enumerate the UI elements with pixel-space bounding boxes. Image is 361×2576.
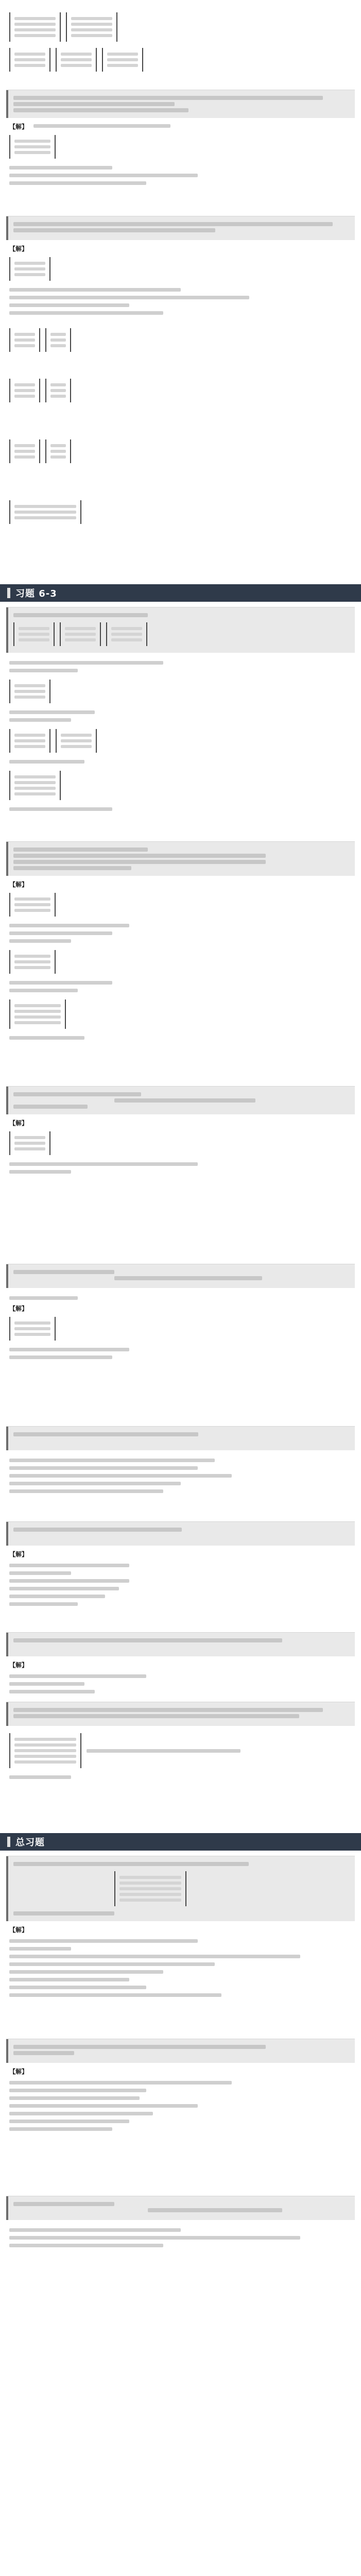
statement-line: [13, 1911, 114, 1916]
matrix-row: [14, 333, 35, 336]
statement-line: [13, 613, 148, 617]
solution-line: [9, 1993, 221, 1997]
matrix-row: [14, 28, 56, 31]
problem-card: [6, 2039, 355, 2189]
solution-line: [9, 174, 198, 177]
matrix-row: [50, 455, 66, 459]
matrix-row: [107, 53, 138, 56]
matrix-row: [14, 1147, 45, 1150]
statement-line: [13, 102, 175, 106]
matrix-row: [14, 1010, 61, 1013]
matrix-row: [14, 734, 45, 737]
solution-line: [9, 1571, 71, 1575]
solution-line: [9, 989, 78, 992]
solution-body: [6, 1546, 355, 1612]
matrix-block: [9, 1733, 81, 1768]
matrix-block: [56, 729, 97, 753]
problem-statement: [6, 2196, 355, 2220]
matrix-row: [61, 64, 92, 67]
matrix-row: [119, 1887, 181, 1890]
matrix-row: [14, 395, 35, 398]
solution-line: [9, 1775, 71, 1779]
solution-line: [9, 939, 71, 943]
matrix-row: [14, 455, 35, 459]
problem-statement: [6, 216, 355, 240]
formula-row: [9, 497, 352, 527]
matrix-block: [9, 950, 56, 974]
solution-line: [9, 1682, 84, 1686]
solution-line: [9, 2236, 300, 2240]
matrix-row: [71, 34, 112, 37]
statement-line: [13, 2202, 114, 2206]
matrix-row: [14, 739, 45, 742]
matrix-row: [61, 734, 92, 737]
matrix-row: [14, 1755, 76, 1758]
matrix-row: [14, 1743, 76, 1747]
statement-line: [13, 108, 188, 112]
document-page: [0, 5, 361, 2576]
matrix-row: [14, 338, 35, 342]
matrix-block: [45, 328, 71, 352]
solution-line: [9, 1587, 119, 1590]
matrix-row: [61, 745, 92, 748]
problem-statement: [6, 1702, 355, 1726]
solution-line: [9, 1355, 112, 1359]
solution-line: [9, 931, 112, 935]
solution-line: [9, 2104, 198, 2108]
formula-row: [9, 1730, 352, 1771]
statement-line: [148, 2208, 282, 2212]
solution-line: [9, 288, 181, 292]
matrix-row: [107, 64, 138, 67]
solution-line: [9, 1489, 163, 1493]
statement-line: [13, 2051, 74, 2055]
solution-body: [6, 876, 355, 1046]
solution-line: [33, 124, 170, 128]
matrix-block: [102, 48, 143, 72]
solution-line: [9, 1564, 129, 1567]
solution-line: [9, 2120, 129, 2123]
solution-line: [9, 669, 78, 672]
banner-bar: [7, 588, 10, 598]
solution-body: [6, 1450, 355, 1499]
matrix-row: [14, 389, 35, 392]
matrix-block: [9, 893, 56, 917]
problem-card: [6, 90, 355, 209]
solution-line: [9, 760, 84, 764]
solution-line: [9, 1459, 215, 1462]
formula-row: [9, 436, 352, 466]
problem-card: [6, 841, 355, 1079]
matrix-row: [65, 627, 96, 630]
matrix-row: [14, 787, 56, 790]
formula-row: [9, 376, 352, 405]
solution-line: [9, 2228, 181, 2232]
statement-line: [13, 2045, 266, 2049]
banner-bar: [7, 1837, 10, 1847]
problem-statement: [6, 1522, 355, 1546]
matrix-row: [14, 450, 35, 453]
matrix-block: [60, 622, 101, 646]
problem-card: [6, 1521, 355, 1625]
matrix-row: [14, 960, 50, 963]
problem-statement: [6, 1264, 355, 1288]
problem-card: [6, 2196, 355, 2315]
matrix-row: [14, 383, 35, 386]
matrix-row: [14, 690, 45, 693]
problem-body: [6, 5, 355, 77]
statement-line: [13, 1105, 88, 1109]
section-title: 习题 6-3: [15, 588, 57, 599]
matrix-row: [111, 627, 142, 630]
solution-line: [9, 1955, 300, 1958]
solution-tag: 【解】: [9, 1551, 28, 1558]
solution-tag: 【解】: [9, 1926, 28, 1934]
solution-body: [6, 240, 355, 529]
statement-line: [13, 1862, 249, 1866]
matrix-row: [14, 267, 45, 270]
matrix-row: [14, 1021, 61, 1024]
matrix-row: [14, 1749, 76, 1752]
section-banner-review: [0, 1833, 361, 1851]
matrix-row: [71, 28, 112, 31]
matrix-block: [114, 1871, 186, 1906]
matrix-row: [14, 1327, 50, 1330]
matrix-row: [14, 17, 56, 20]
solution-line: [9, 661, 163, 665]
statement-line: [13, 1270, 114, 1274]
solution-line: [9, 303, 129, 307]
problem-card-continuation: [6, 5, 355, 82]
matrix-row: [65, 633, 96, 636]
matrix-block: [9, 1131, 50, 1155]
formula-row: [9, 254, 352, 284]
matrix-row: [14, 745, 45, 748]
matrix-block: [9, 257, 50, 281]
matrix-row: [14, 1333, 50, 1336]
solution-line: [9, 2096, 140, 2100]
problem-card: [6, 1426, 355, 1514]
solution-line: [87, 1749, 240, 1753]
solution-line: [9, 1595, 105, 1598]
matrix-row: [50, 395, 66, 398]
statement-line: [13, 96, 323, 100]
statement-line: [13, 1528, 182, 1532]
matrix-row: [71, 23, 112, 26]
solution-line: [9, 1482, 181, 1485]
matrix-row: [14, 53, 45, 56]
problem-statement: [6, 1856, 355, 1921]
solution-body: [6, 118, 355, 191]
statement-line: [13, 1708, 323, 1712]
matrix-row: [14, 58, 45, 61]
solution-body: [6, 653, 355, 817]
matrix-row: [50, 383, 66, 386]
matrix-row: [14, 792, 56, 795]
matrix-row: [14, 897, 50, 901]
solution-line: [9, 2112, 153, 2115]
solution-line: [9, 710, 95, 714]
matrix-row: [50, 344, 66, 347]
matrix-block: [9, 729, 50, 753]
solution-line: [9, 1162, 198, 1166]
matrix-block: [45, 439, 71, 463]
solution-tag: 【解】: [9, 2068, 28, 2075]
matrix-row: [107, 58, 138, 61]
matrix-block: [9, 135, 56, 159]
matrix-row: [14, 903, 50, 906]
problem-statement: [6, 1427, 355, 1450]
formula-row: [9, 947, 352, 977]
matrix-row: [50, 338, 66, 342]
solution-line: [9, 2089, 146, 2092]
matrix-row: [14, 511, 76, 514]
matrix-row: [14, 684, 45, 687]
solution-body: [6, 2063, 355, 2137]
solution-line: [9, 2244, 163, 2247]
matrix-row: [119, 1876, 181, 1879]
matrix-row: [14, 505, 76, 508]
matrix-row: [14, 140, 50, 143]
solution-line: [9, 718, 71, 722]
matrix-block: [106, 622, 147, 646]
formula-row: [9, 1314, 352, 1344]
solution-line: [9, 1947, 71, 1951]
formula-row: [9, 890, 352, 920]
formula-row: [9, 45, 352, 75]
solution-line: [9, 1962, 215, 1966]
solution-line: [9, 1348, 129, 1351]
formula-row: [9, 132, 352, 162]
solution-tag: 【解】: [9, 123, 28, 130]
solution-line: [9, 1036, 84, 1040]
matrix-row: [50, 450, 66, 453]
solution-tag: 【解】: [9, 1305, 28, 1312]
matrix-row: [61, 53, 92, 56]
solution-tag: 【解】: [9, 245, 28, 252]
solution-body: [6, 1114, 355, 1180]
matrix-block: [9, 379, 40, 402]
statement-line: [13, 1714, 299, 1718]
matrix-row: [50, 389, 66, 392]
statement-line: [13, 228, 215, 232]
solution-line: [9, 807, 112, 811]
matrix-row: [111, 638, 142, 641]
formula-row: [9, 325, 352, 355]
matrix-block: [9, 500, 81, 524]
statement-line: [13, 854, 266, 858]
solution-body: [6, 1726, 355, 1785]
matrix-block: [56, 48, 97, 72]
matrix-row: [111, 633, 142, 636]
formula-row: [9, 768, 352, 803]
solution-line: [9, 981, 112, 985]
matrix-row: [119, 1882, 181, 1885]
solution-line: [9, 2081, 232, 2084]
solution-line: [9, 181, 146, 185]
section-title: 总习题: [15, 1837, 45, 1848]
solution-line: [9, 924, 129, 927]
problem-statement: [6, 842, 355, 876]
formula-row: [114, 1868, 350, 1909]
solution-line: [9, 1170, 71, 1174]
problem-card: [6, 1856, 355, 2031]
statement-line: [13, 1432, 198, 1436]
formula-row: [9, 9, 352, 45]
matrix-row: [14, 444, 35, 447]
matrix-row: [119, 1893, 181, 1896]
problem-statement: [6, 1633, 355, 1656]
matrix-row: [14, 344, 35, 347]
matrix-block: [9, 771, 61, 800]
matrix-row: [14, 23, 56, 26]
solution-line: [9, 1602, 78, 1606]
solution-body: [6, 1288, 355, 1365]
solution-line: [9, 296, 249, 299]
matrix-block: [9, 999, 66, 1029]
solution-line: [9, 1579, 129, 1583]
matrix-row: [19, 633, 49, 636]
matrix-row: [14, 1738, 76, 1741]
problem-statement: [6, 607, 355, 653]
statement-line: [13, 1638, 282, 1642]
matrix-row: [14, 781, 56, 784]
matrix-row: [14, 966, 50, 969]
statement-line: [114, 1276, 262, 1280]
matrix-row: [14, 696, 45, 699]
statement-line: [114, 1098, 255, 1103]
matrix-row: [61, 739, 92, 742]
problem-statement: [6, 90, 355, 118]
solution-line: [9, 2127, 112, 2131]
matrix-row: [14, 516, 76, 519]
matrix-row: [14, 145, 50, 148]
solution-body: [6, 2220, 355, 2253]
statement-line: [13, 222, 333, 226]
formula-row: [9, 676, 352, 706]
formula-row: [13, 619, 350, 649]
matrix-row: [14, 955, 50, 958]
matrix-row: [65, 638, 96, 641]
solution-body: [6, 1656, 355, 1700]
solution-tag: 【解】: [9, 881, 28, 888]
section-banner-exercise: [0, 584, 361, 602]
matrix-block: [9, 328, 40, 352]
solution-line: [9, 1674, 146, 1678]
matrix-block: [9, 439, 40, 463]
matrix-row: [119, 1899, 181, 1902]
matrix-row: [14, 1321, 50, 1325]
matrix-row: [14, 1136, 45, 1139]
problem-statement: [6, 1087, 355, 1114]
problem-card: [6, 1702, 355, 1826]
solution-line: [9, 1474, 232, 1478]
solution-line: [9, 1296, 78, 1300]
matrix-row: [14, 273, 45, 276]
matrix-row: [14, 1142, 45, 1145]
statement-line: [13, 1092, 141, 1096]
solution-line: [9, 1690, 95, 1693]
matrix-row: [50, 333, 66, 336]
matrix-row: [50, 444, 66, 447]
matrix-row: [71, 17, 112, 20]
problem-statement: [6, 2039, 355, 2063]
problem-card: [6, 1086, 355, 1257]
solution-line: [9, 311, 163, 315]
matrix-row: [61, 58, 92, 61]
solution-line: [9, 166, 112, 170]
matrix-block: [9, 12, 61, 42]
formula-row: [9, 996, 352, 1032]
formula-row: [9, 726, 352, 756]
matrix-row: [14, 34, 56, 37]
solution-tag: 【解】: [9, 1120, 28, 1127]
matrix-row: [14, 64, 45, 67]
problem-card: [6, 607, 355, 834]
matrix-row: [14, 909, 50, 912]
matrix-row: [19, 627, 49, 630]
solution-body: [6, 1921, 355, 2003]
matrix-row: [14, 1760, 76, 1764]
problem-card: [6, 1264, 355, 1419]
problem-card: [6, 1632, 355, 1694]
matrix-row: [14, 1015, 61, 1019]
matrix-block: [9, 48, 50, 72]
solution-line: [9, 1939, 198, 1943]
matrix-row: [19, 638, 49, 641]
matrix-block: [45, 379, 71, 402]
solution-line: [9, 1978, 129, 1981]
matrix-row: [14, 775, 56, 778]
matrix-block: [13, 622, 55, 646]
problem-card: [6, 216, 355, 577]
solution-tag: 【解】: [9, 1662, 28, 1669]
matrix-row: [14, 151, 50, 154]
matrix-row: [14, 1004, 61, 1007]
statement-line: [13, 860, 266, 864]
formula-row: [9, 1128, 352, 1158]
matrix-block: [66, 12, 117, 42]
solution-line: [9, 1986, 146, 1989]
matrix-row: [14, 262, 45, 265]
solution-line: [9, 1466, 198, 1470]
statement-line: [13, 848, 148, 852]
statement-line: [13, 866, 131, 870]
matrix-block: [9, 680, 50, 703]
matrix-block: [9, 1317, 56, 1341]
solution-line: [9, 1970, 163, 1974]
